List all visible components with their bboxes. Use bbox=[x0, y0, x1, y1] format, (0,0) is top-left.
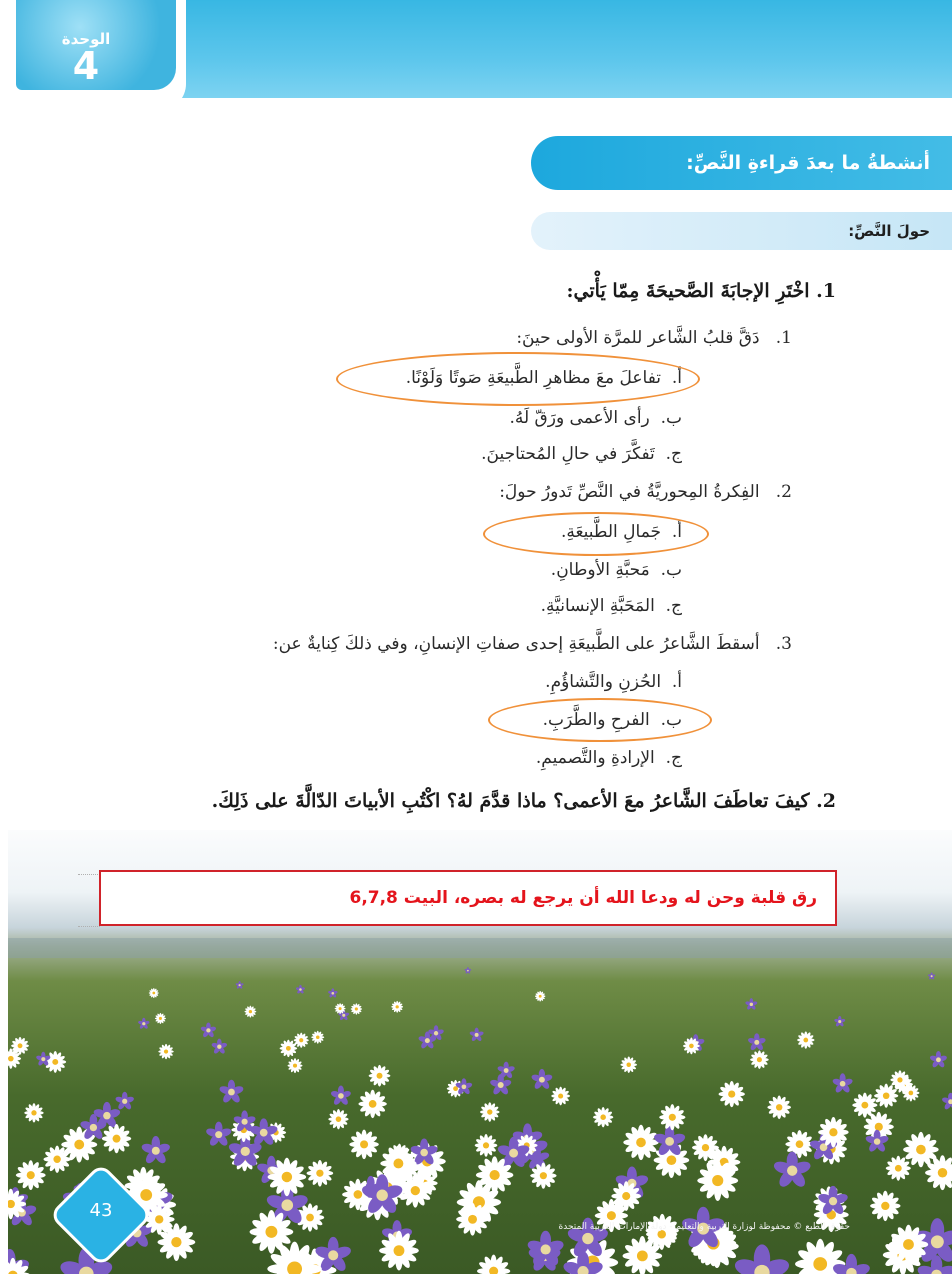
sub-title-text: حولَ النَّصِّ: bbox=[848, 222, 930, 240]
item-number: 2. bbox=[775, 482, 792, 502]
option-letter: أ. bbox=[671, 368, 682, 388]
option-c[interactable] bbox=[541, 596, 682, 616]
violet-flower bbox=[296, 985, 306, 994]
option-text: جَمالِ الطَّبيعَةِ. bbox=[560, 522, 662, 542]
dotted-rule bbox=[78, 874, 100, 875]
violet-flower bbox=[772, 1152, 812, 1190]
daisy-flower bbox=[870, 1191, 900, 1221]
violet-flower bbox=[205, 1122, 232, 1148]
section-title-text: أنشطةُ ما بعدَ قراءةِ النَّصِّ: bbox=[686, 152, 930, 174]
option-letter: ج. bbox=[665, 444, 682, 464]
selected-answer-ring bbox=[488, 698, 712, 742]
violet-flower bbox=[115, 1092, 135, 1111]
daisy-flower bbox=[358, 1090, 386, 1118]
violet-flower bbox=[249, 1118, 279, 1146]
daisy-flower bbox=[659, 1104, 685, 1130]
option-letter: أ. bbox=[671, 672, 682, 692]
option-text: تفاعلَ معَ مظاهرِ الطَّبيعَةِ صَوتًا وَلَوْنًا. bbox=[405, 368, 662, 388]
option-letter: ب. bbox=[660, 408, 682, 428]
daisy-flower bbox=[328, 1109, 348, 1129]
daisy-flower bbox=[480, 1102, 500, 1122]
option-text: المَحَبَّةِ الإنسانيَّةِ. bbox=[540, 596, 655, 616]
option-text: الإرادةِ والتَّصميمِ. bbox=[535, 748, 655, 768]
violet-flower bbox=[469, 1028, 484, 1042]
selected-answer-ring bbox=[483, 512, 709, 556]
item-stem bbox=[516, 328, 792, 348]
option-text: مَحبَّةِ الأوطانِ. bbox=[550, 560, 650, 580]
option-text: الفرحِ والطَّرَبِ. bbox=[542, 710, 650, 730]
daisy-flower bbox=[797, 1031, 814, 1048]
option-letter: ب. bbox=[660, 560, 682, 580]
option-text: رأى الأعمى ورَقّ لَهُ. bbox=[509, 408, 650, 428]
daisy-flower bbox=[477, 1255, 510, 1274]
violet-flower bbox=[200, 1022, 217, 1038]
violet-flower bbox=[832, 1073, 854, 1094]
daisy-flower bbox=[886, 1156, 911, 1181]
question-2 bbox=[212, 790, 836, 812]
daisy-flower bbox=[250, 1210, 294, 1254]
daisy-flower bbox=[149, 988, 159, 998]
violet-flower bbox=[928, 972, 936, 979]
unit-label: الوحدة bbox=[61, 30, 111, 48]
item-stem bbox=[499, 482, 792, 502]
option-b[interactable] bbox=[509, 408, 682, 428]
item-stem bbox=[273, 634, 792, 654]
option-letter: أ. bbox=[671, 522, 682, 542]
violet-flower bbox=[328, 988, 338, 998]
option-letter: ج. bbox=[665, 748, 682, 768]
daisy-flower bbox=[294, 1033, 309, 1048]
daisy-flower bbox=[244, 1006, 256, 1018]
daisy-flower bbox=[750, 1050, 769, 1069]
daisy-flower bbox=[24, 1103, 44, 1123]
daisy-flower bbox=[379, 1231, 419, 1271]
answer-box[interactable] bbox=[99, 870, 837, 926]
option-letter: ب. bbox=[660, 710, 682, 730]
question-number: 1. bbox=[816, 280, 836, 302]
daisy-flower bbox=[391, 1001, 403, 1013]
option-c[interactable] bbox=[481, 444, 682, 464]
violet-flower bbox=[733, 1244, 792, 1274]
daisy-flower bbox=[158, 1044, 173, 1059]
daisy-flower bbox=[349, 1130, 378, 1159]
violet-flower bbox=[235, 981, 243, 989]
daisy-flower bbox=[102, 1124, 131, 1153]
violet-flower bbox=[941, 1093, 952, 1111]
daisy-flower bbox=[767, 1095, 791, 1119]
violet-flower bbox=[330, 1086, 352, 1107]
unit-number: 4 bbox=[72, 44, 100, 88]
daisy-flower bbox=[620, 1056, 637, 1073]
daisy-flower bbox=[535, 991, 545, 1001]
dotted-rule bbox=[78, 926, 100, 927]
violet-flower bbox=[138, 1018, 150, 1030]
violet-flower bbox=[531, 1069, 554, 1090]
daisy-flower bbox=[311, 1031, 324, 1044]
copyright-notice: حقوق الطبع © محفوظة لوزارة التربية والتعليم - دولة الإمارات العربية المتحدة bbox=[558, 1222, 850, 1232]
violet-flower bbox=[745, 998, 758, 1010]
option-letter: ج. bbox=[665, 596, 682, 616]
daisy-flower bbox=[852, 1093, 877, 1118]
sub-title bbox=[531, 212, 952, 250]
daisy-flower bbox=[267, 1242, 322, 1274]
option-text: الحُزنِ والتَّشاؤُمِ. bbox=[545, 672, 662, 692]
daisy-flower bbox=[719, 1081, 745, 1107]
section-title bbox=[531, 136, 952, 190]
item-stem-text: دَقَّ قلبُ الشَّاعر للمرَّة الأولى حينَ: bbox=[516, 328, 760, 348]
violet-flower bbox=[747, 1033, 766, 1051]
daisy-flower bbox=[593, 1107, 613, 1127]
violet-flower bbox=[211, 1039, 228, 1055]
question-prompt: اخْتَرِ الإجابَةَ الصَّحيحَةَ مِمّا يَأْتي: bbox=[566, 280, 810, 302]
page-number: 43 bbox=[89, 1200, 113, 1221]
daisy-flower bbox=[623, 1125, 658, 1160]
daisy-flower bbox=[280, 1040, 298, 1058]
item-number: 1. bbox=[775, 328, 792, 348]
daisy-flower bbox=[155, 1013, 166, 1024]
option-b[interactable] bbox=[551, 560, 682, 580]
daisy-flower bbox=[369, 1065, 391, 1087]
question-prompt: كيفَ تعاطَفَ الشَّاعرُ معَ الأعمى؟ ماذا قدَّمَ لهُ؟ اكْتُبِ الأبياتَ الدّالَّةَ على ذَلِكَ. bbox=[211, 790, 810, 812]
violet-flower bbox=[140, 1136, 171, 1165]
violet-flower bbox=[834, 1016, 846, 1027]
option-c[interactable] bbox=[536, 748, 682, 768]
question-number: 2. bbox=[816, 790, 836, 812]
daisy-flower bbox=[475, 1134, 498, 1157]
violet-flower bbox=[219, 1080, 245, 1104]
question-1 bbox=[567, 280, 836, 302]
daisy-flower bbox=[16, 1160, 46, 1190]
daisy-flower bbox=[874, 1084, 898, 1108]
violet-flower bbox=[464, 967, 471, 974]
daisy-flower bbox=[351, 1003, 362, 1014]
daisy-flower bbox=[288, 1058, 303, 1073]
item-stem-text: الفِكرةُ المِحوريَّةُ في النَّصِّ تَدورُ حولَ: bbox=[499, 482, 760, 502]
daisy-flower bbox=[307, 1160, 334, 1187]
option-text: تَفكَّرَ في حالِ المُحتاجينَ. bbox=[481, 444, 655, 464]
violet-flower bbox=[929, 1051, 947, 1068]
item-number: 3. bbox=[775, 634, 792, 654]
answer-text: رق قلبة وحن له ودعا الله أن يرجع له بصره، البيت 6,7,8 bbox=[349, 888, 817, 908]
selected-answer-ring bbox=[336, 352, 700, 406]
option-a[interactable] bbox=[545, 672, 682, 692]
daisy-flower bbox=[551, 1087, 570, 1106]
item-stem-text: أسقطَ الشَّاعرُ على الطَّبيعَةِ إحدى صفاتِ الإنسانِ، وفي ذلكَ كِنايةٌ عن: bbox=[272, 634, 760, 654]
